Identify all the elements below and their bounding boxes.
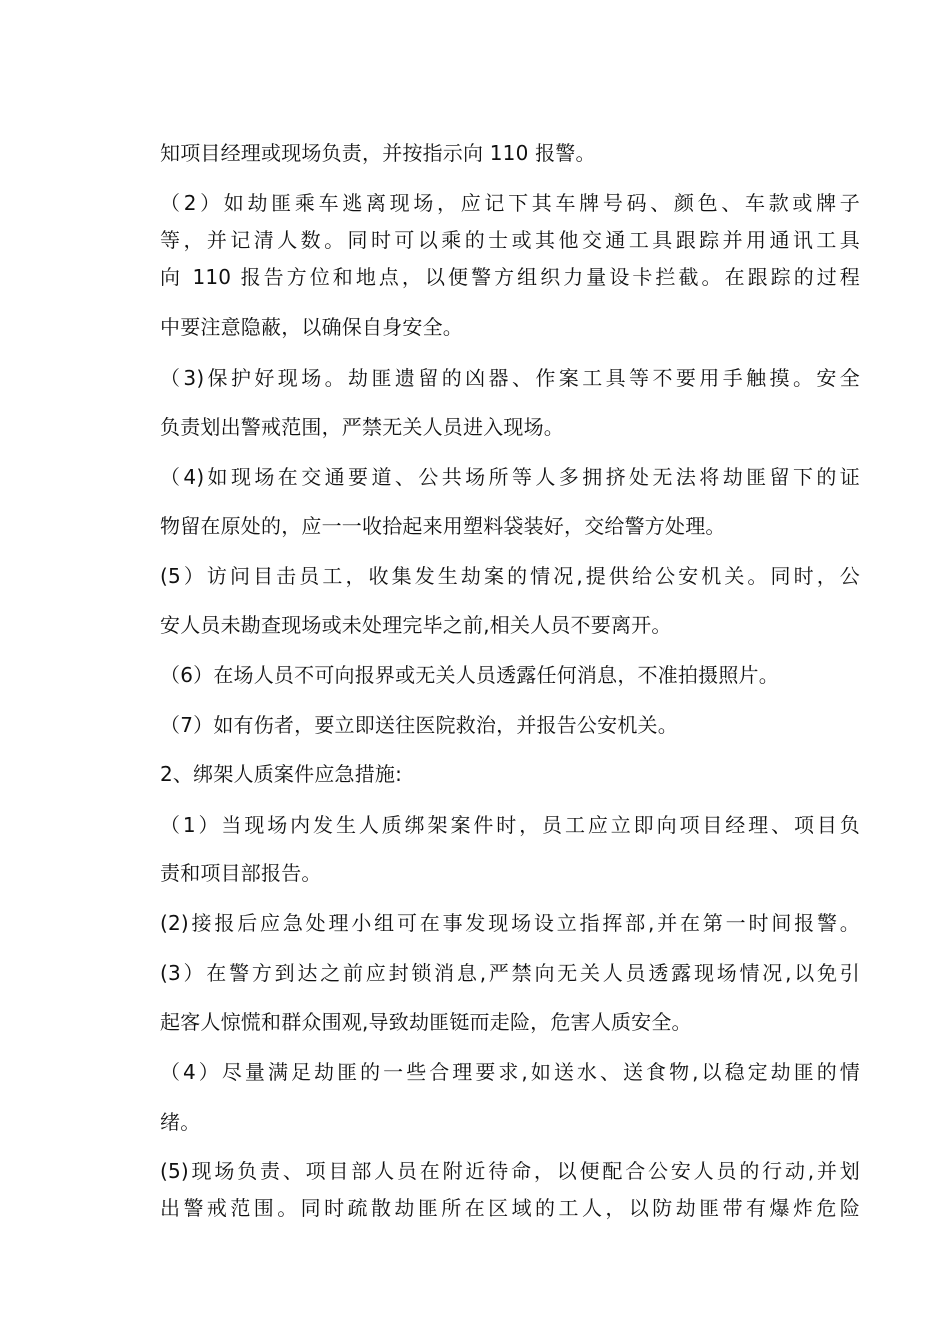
text-line: (5）访问目击员工，收集发生劫案的情况,提供给公安机关。同时，公 xyxy=(160,564,860,588)
text-line: （7）如有伤者，要立即送往医院救治，并报告公安机关。 xyxy=(160,713,678,737)
text-line: 物留在原处的，应一一收拾起来用塑料袋装好，交给警方处理。 xyxy=(160,514,726,538)
text-line: 知项目经理或现场负责，并按指示向 110 报警。 xyxy=(160,141,596,165)
text-line: (2)接报后应急处理小组可在事发现场设立指挥部,并在第一时间报警。 xyxy=(160,911,860,935)
text-line: （4)如现场在交通要道、公共场所等人多拥挤处无法将劫匪留下的证 xyxy=(160,465,860,489)
text-line: 向 110 报告方位和地点，以便警方组织力量设卡拦截。在跟踪的过程 xyxy=(160,265,860,289)
text-line: 起客人惊慌和群众围观,导致劫匪铤而走险，危害人质安全。 xyxy=(160,1010,692,1034)
text-line: (5)现场负责、项目部人员在附近待命，以便配合公安人员的行动,并划 xyxy=(160,1159,860,1183)
text-line: （1）当现场内发生人质绑架案件时，员工应立即向项目经理、项目负 xyxy=(160,813,860,837)
text-line: 绪。 xyxy=(160,1110,201,1134)
text-line: 出警戒范围。同时疏散劫匪所在区域的工人，以防劫匪带有爆炸危险 xyxy=(160,1196,860,1220)
text-line: （6）在场人员不可向报界或无关人员透露任何消息，不准拍摄照片。 xyxy=(160,663,779,687)
text-line: 责和项目部报告。 xyxy=(160,861,322,885)
text-line: 等，并记清人数。同时可以乘的士或其他交通工具跟踪并用通讯工具 xyxy=(160,228,860,252)
text-line: （3)保护好现场。劫匪遗留的凶器、作案工具等不要用手触摸。安全 xyxy=(160,366,860,390)
text-line: 负责划出警戒范围，严禁无关人员进入现场。 xyxy=(160,415,564,439)
section-heading: 2、绑架人质案件应急措施: xyxy=(160,762,403,786)
text-line: (3）在警方到达之前应封锁消息,严禁向无关人员透露现场情况,以免引 xyxy=(160,961,860,985)
text-line: 中要注意隐蔽，以确保自身安全。 xyxy=(160,315,463,339)
text-line: 安人员未勘查现场或未处理完毕之前,相关人员不要离开。 xyxy=(160,613,672,637)
text-line: （4）尽量满足劫匪的一些合理要求,如送水、送食物,以稳定劫匪的情 xyxy=(160,1060,860,1084)
text-line: （2）如劫匪乘车逃离现场，应记下其车牌号码、颜色、车款或牌子 xyxy=(160,191,860,215)
